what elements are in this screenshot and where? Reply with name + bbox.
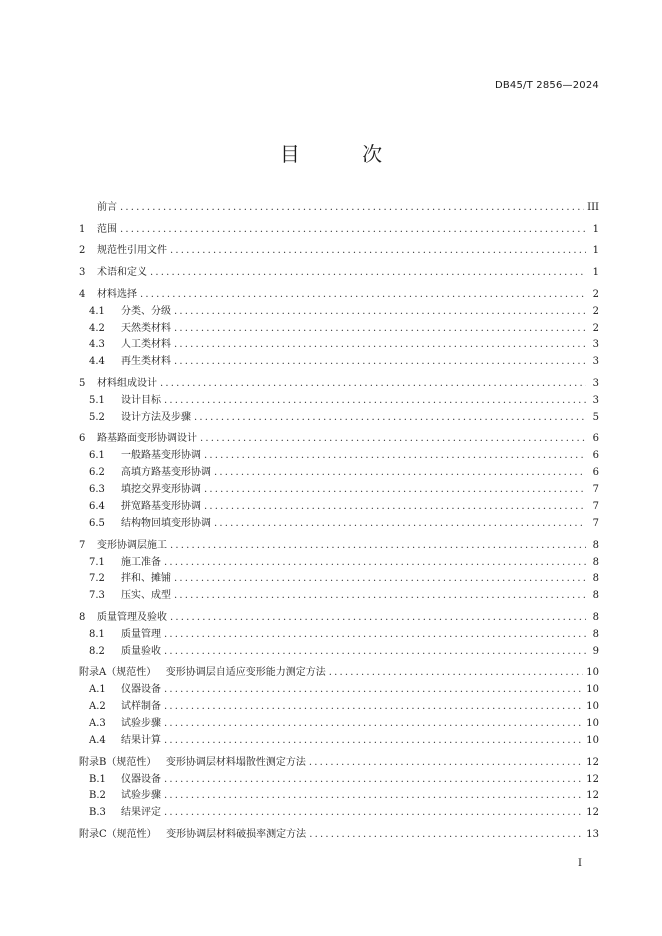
toc-entry-page: 7 <box>592 484 599 496</box>
toc-entry-number: A.4 <box>89 735 106 746</box>
toc-entry-title: 材料选择 <box>97 288 137 300</box>
toc-entry-title: 拼宽路基变形协调 <box>121 501 201 513</box>
toc-entry[interactable] <box>79 538 599 555</box>
table-of-contents <box>79 200 599 844</box>
toc-entry[interactable] <box>79 716 599 733</box>
toc-entry[interactable] <box>79 665 599 682</box>
toc-entry-page: 12 <box>586 756 599 768</box>
toc-leader-dots <box>214 516 586 533</box>
toc-entry[interactable] <box>79 337 599 354</box>
toc-entry[interactable] <box>79 431 599 448</box>
toc-entry-title: 规范性引用文件 <box>97 245 167 257</box>
toc-entry-page: 10 <box>586 735 599 746</box>
toc-entry-title: 分类、分级 <box>121 305 171 317</box>
toc-entry-page: 2 <box>592 305 599 317</box>
toc-entry-number: 6.1 <box>89 450 105 462</box>
toc-entry-number: 6 <box>79 433 86 445</box>
toc-entry[interactable] <box>79 699 599 716</box>
toc-entry-number: 6.3 <box>89 484 105 496</box>
toc-entry-number: 3 <box>79 267 86 279</box>
toc-entry[interactable] <box>79 610 599 627</box>
toc-leader-dots <box>309 755 583 772</box>
toc-entry[interactable] <box>79 222 599 239</box>
toc-entry[interactable] <box>79 410 599 427</box>
toc-leader-dots <box>120 222 586 239</box>
toc-leader-dots <box>164 772 583 789</box>
toc-leader-dots <box>150 265 586 282</box>
toc-entry-page: III <box>587 202 599 213</box>
toc-entry[interactable] <box>79 555 599 572</box>
toc-entry-page: 12 <box>586 773 599 785</box>
toc-entry-title: 质量验收 <box>121 645 161 657</box>
toc-entry[interactable] <box>79 827 599 844</box>
toc-entry-title: 压实、成型 <box>121 590 171 602</box>
toc-entry-title: 附录B（规范性） 变形协调层材料塌散性测定方法 <box>79 756 306 768</box>
toc-leader-dots <box>309 827 583 844</box>
toc-entry[interactable] <box>79 354 599 371</box>
toc-entry-number: 8.2 <box>89 645 105 657</box>
toc-entry-title: 前言 <box>97 202 117 213</box>
toc-entry-number: 6.5 <box>89 517 105 529</box>
toc-entry-number: 7.2 <box>89 573 105 585</box>
toc-entry-number: 4.2 <box>89 322 105 334</box>
toc-leader-dots <box>164 627 586 644</box>
toc-entry-title: 填挖交界变形协调 <box>121 484 201 496</box>
toc-leader-dots <box>164 682 583 699</box>
toc-entry[interactable] <box>79 772 599 789</box>
toc-entry-number: 4.3 <box>89 339 105 351</box>
toc-entry-page: 7 <box>592 501 599 513</box>
toc-entry-title: 附录A（规范性） 变形协调层自适应变形能力测定方法 <box>79 667 326 679</box>
toc-entry-number: 7.1 <box>89 556 105 568</box>
toc-entry-title: 仪器设备 <box>121 773 161 785</box>
toc-leader-dots <box>170 538 586 555</box>
toc-entry-title: 拌和、摊铺 <box>121 573 171 585</box>
toc-leader-dots <box>174 304 586 321</box>
toc-leader-dots <box>170 610 586 627</box>
toc-entry-number: 6.4 <box>89 501 105 513</box>
toc-entry-page: 8 <box>592 611 599 623</box>
toc-entry-title: 再生类材料 <box>121 356 171 368</box>
toc-entry-page: 3 <box>592 378 599 389</box>
toc-leader-dots <box>120 200 584 217</box>
toc-entry[interactable] <box>79 287 599 304</box>
toc-entry-number: 1 <box>79 223 86 235</box>
toc-entry-title: 设计目标 <box>121 394 161 406</box>
toc-entry-number: 4 <box>79 288 86 300</box>
page-title: 目 次 <box>279 142 411 166</box>
toc-entry-title: 试验步骤 <box>121 718 161 730</box>
toc-leader-dots <box>204 499 586 516</box>
toc-entry-number: 5.2 <box>89 411 105 423</box>
toc-entry[interactable] <box>79 499 599 516</box>
toc-entry[interactable] <box>79 321 599 338</box>
toc-leader-dots <box>164 555 586 572</box>
toc-leader-dots <box>174 588 586 605</box>
toc-leader-dots <box>204 448 586 465</box>
toc-leader-dots <box>164 805 583 822</box>
toc-entry-page: 6 <box>592 467 599 479</box>
toc-entry-number: A.3 <box>89 718 106 730</box>
toc-entry-page: 8 <box>592 590 599 602</box>
toc-entry[interactable] <box>79 805 599 822</box>
toc-entry-page: 10 <box>586 701 599 713</box>
toc-entry-number: 8.1 <box>89 628 105 640</box>
toc-entry-page: 8 <box>592 539 599 551</box>
toc-leader-dots <box>140 287 586 304</box>
toc-entry-page: 3 <box>592 339 599 351</box>
toc-leader-dots <box>174 321 586 338</box>
toc-entry-number: 7 <box>79 539 86 551</box>
toc-entry-page: 3 <box>592 356 599 368</box>
toc-entry-title: 质量管理及验收 <box>97 611 167 623</box>
toc-entry-page: 8 <box>592 556 599 568</box>
toc-entry-title: 施工准备 <box>121 556 161 568</box>
toc-leader-dots <box>214 465 586 482</box>
toc-leader-dots <box>164 716 583 733</box>
toc-entry-page: 10 <box>586 667 599 679</box>
toc-entry-page: 2 <box>592 322 599 334</box>
toc-leader-dots <box>160 376 586 393</box>
toc-entry[interactable] <box>79 627 599 644</box>
toc-entry[interactable] <box>79 465 599 482</box>
toc-leader-dots <box>164 788 583 805</box>
toc-entry-number: 2 <box>79 245 86 257</box>
toc-entry-title: 设计方法及步骤 <box>121 411 191 423</box>
toc-leader-dots <box>204 482 586 499</box>
toc-leader-dots <box>194 410 586 427</box>
toc-entry-page: 13 <box>586 829 599 841</box>
toc-entry[interactable] <box>79 265 599 282</box>
toc-entry-page: 8 <box>592 628 599 640</box>
toc-entry-page: 10 <box>586 718 599 730</box>
toc-entry-title: 试样制备 <box>121 701 161 713</box>
toc-entry[interactable] <box>79 448 599 465</box>
toc-leader-dots <box>174 337 586 354</box>
toc-entry-title: 路基路面变形协调设计 <box>97 433 197 445</box>
toc-entry[interactable] <box>79 788 599 805</box>
toc-entry[interactable] <box>79 376 599 393</box>
toc-entry-page: 1 <box>592 267 599 279</box>
toc-entry-page: 1 <box>592 223 599 235</box>
toc-entry[interactable] <box>79 644 599 661</box>
toc-entry-number: A.1 <box>89 684 106 696</box>
toc-entry-number: 7.3 <box>89 590 105 602</box>
toc-entry-title: 人工类材料 <box>121 339 171 351</box>
toc-entry-number: 4.1 <box>89 305 105 317</box>
toc-entry[interactable] <box>79 571 599 588</box>
toc-entry-title: 质量管理 <box>121 628 161 640</box>
toc-entry-title: 一般路基变形协调 <box>121 450 201 462</box>
toc-entry[interactable] <box>79 393 599 410</box>
toc-entry-page: 7 <box>592 517 599 529</box>
toc-entry-number: 6.2 <box>89 467 105 479</box>
toc-entry[interactable] <box>79 243 599 260</box>
toc-entry-number: B.1 <box>89 773 106 785</box>
toc-entry-number: B.3 <box>89 807 106 819</box>
toc-entry-page: 6 <box>592 433 599 445</box>
document-code: DB45/T 2856—2024 <box>494 80 599 91</box>
toc-entry-number: 4.4 <box>89 356 105 368</box>
toc-entry-title: 结果计算 <box>121 735 161 746</box>
toc-entry-page: 5 <box>592 411 599 423</box>
footer-page-number: I <box>578 858 582 869</box>
toc-entry-title: 试验步骤 <box>121 790 161 802</box>
toc-entry-title: 术语和定义 <box>97 267 147 279</box>
toc-entry[interactable] <box>79 682 599 699</box>
toc-entry-title: 结果评定 <box>121 807 161 819</box>
toc-entry-page: 9 <box>592 645 599 657</box>
toc-leader-dots <box>329 665 584 682</box>
toc-entry-number: B.2 <box>89 790 106 802</box>
toc-entry[interactable] <box>79 200 599 217</box>
toc-entry-title: 天然类材料 <box>121 322 171 334</box>
toc-leader-dots <box>170 243 586 260</box>
toc-entry-page: 3 <box>592 394 599 406</box>
toc-entry[interactable] <box>79 482 599 499</box>
toc-entry-title: 仪器设备 <box>121 684 161 696</box>
toc-leader-dots <box>200 431 586 448</box>
toc-entry-title: 附录C（规范性） 变形协调层材料破损率测定方法 <box>79 829 307 841</box>
toc-entry-title: 变形协调层施工 <box>97 539 167 551</box>
toc-entry-page: 8 <box>592 573 599 585</box>
toc-entry-number: 5 <box>79 378 86 389</box>
toc-entry-page: 12 <box>586 807 599 819</box>
toc-entry[interactable] <box>79 304 599 321</box>
toc-entry-number: 8 <box>79 611 86 623</box>
toc-leader-dots <box>174 571 586 588</box>
toc-entry-page: 6 <box>592 450 599 462</box>
toc-entry-page: 12 <box>586 790 599 802</box>
toc-entry-page: 10 <box>586 684 599 696</box>
toc-leader-dots <box>164 644 586 661</box>
toc-leader-dots <box>174 354 586 371</box>
toc-entry-title: 高填方路基变形协调 <box>121 467 211 479</box>
toc-entry[interactable] <box>79 516 599 533</box>
toc-entry-number: A.2 <box>89 701 106 713</box>
toc-leader-dots <box>164 393 586 410</box>
toc-entry[interactable] <box>79 588 599 605</box>
toc-entry-title: 范围 <box>97 223 117 235</box>
toc-entry[interactable] <box>79 755 599 772</box>
toc-entry-page: 2 <box>592 288 599 300</box>
toc-entry[interactable] <box>79 733 599 750</box>
toc-entry-number: 5.1 <box>89 394 105 406</box>
toc-leader-dots <box>164 733 583 750</box>
toc-leader-dots <box>164 699 583 716</box>
toc-entry-title: 材料组成设计 <box>97 378 157 389</box>
toc-entry-title: 结构物回填变形协调 <box>121 517 211 529</box>
toc-entry-page: 1 <box>592 245 599 257</box>
